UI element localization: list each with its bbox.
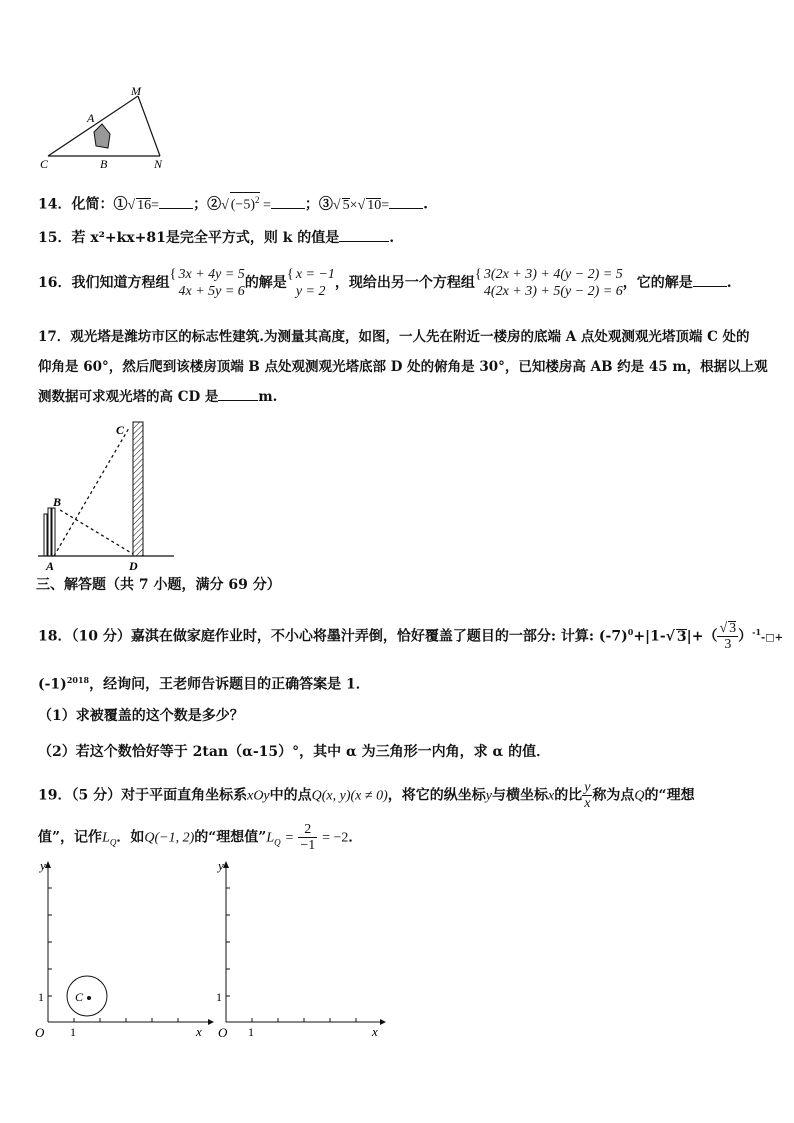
- q19-end: ．: [348, 829, 363, 846]
- q18-number: 18．: [38, 628, 72, 645]
- q19-score: （5 分）: [71, 787, 122, 804]
- y-axis-label: y: [218, 858, 224, 873]
- question-18-sub-1: （1）求被覆盖的这个数是多少？: [38, 708, 244, 724]
- q15-end: .: [389, 230, 395, 246]
- origin-label: O: [35, 1025, 45, 1040]
- sys2-eq-2: 4(2x + 3) + 5(y − 2) = 6: [483, 284, 623, 299]
- q16-text-2: 的解是: [244, 275, 287, 291]
- solution-system: [287, 266, 335, 300]
- section-title: 三、解答题（共 7 小题，满分 69 分）: [36, 577, 281, 593]
- q19-text-2: 中的点: [269, 787, 312, 804]
- q19-number: 19．: [38, 787, 72, 804]
- q19-ratio-den: x: [584, 796, 591, 811]
- q18-fraction: $\frac{√ 3}{3}$: [719, 621, 737, 653]
- label-c: C: [116, 423, 125, 437]
- q15-text: 若 x²+kx+81是完全平方式，则 k 的值是: [71, 230, 340, 246]
- q19-y: y: [485, 788, 492, 804]
- q14-eq-3: =: [381, 197, 390, 213]
- q14-text: 化简：: [71, 196, 114, 213]
- q18-line-2-text: ，经询问，王老师告诉题目的正确答案是 1．: [89, 676, 370, 693]
- coordinate-graph-1: [34, 856, 214, 1041]
- y-tick-1: 1: [216, 990, 222, 1004]
- question-16: [38, 262, 732, 304]
- sol-eq-2: y = 2: [295, 284, 326, 299]
- q19-point-q2: Q(−1, 2): [144, 830, 195, 846]
- label-b: B: [100, 157, 108, 171]
- q17-line-3: 测数据可求观光塔的高 CD 是: [38, 389, 219, 405]
- question-18-line-2: [38, 670, 370, 695]
- answer-blank-17[interactable]: [218, 386, 258, 401]
- q19-frac-den: −1: [300, 838, 316, 853]
- q19-text-6: 称为点: [592, 787, 635, 804]
- q14-eq-1: =: [151, 197, 160, 213]
- q18-exp-neg1: -1: [752, 627, 762, 637]
- q19-result: = −2: [322, 830, 349, 846]
- q18-line-1: 嘉淇在做家庭作业时，不小心将墨汁弄倒，恰好覆盖了题目的一部分: 计算: (-7): [130, 628, 628, 645]
- circled-2: ②: [207, 196, 222, 213]
- q18-close: ）: [738, 628, 753, 645]
- circle-label: C: [75, 990, 84, 1004]
- x-tick-1: 1: [248, 1025, 254, 1039]
- q19-text-1: 对于平面直角坐标系: [121, 787, 248, 804]
- q19-xoy: xOy: [247, 788, 270, 804]
- question-17: [38, 322, 768, 412]
- answer-blank-14-1[interactable]: [159, 194, 193, 209]
- y-tick-1: 1: [38, 990, 44, 1004]
- brace-icon: {: [474, 267, 482, 282]
- q16-end: .: [726, 275, 732, 291]
- sys2-eq-1: 3(2x + 3) + 4(y − 2) = 5: [483, 267, 623, 282]
- x-axis-label: x: [196, 1024, 202, 1039]
- circled-3: ③: [318, 196, 333, 213]
- q19-text-10: 的“理想值”: [194, 829, 267, 846]
- q17-line-1: 观光塔是潍坊市区的标志性建筑.为测量其高度，如图，一人先在附近一楼房的底端 A 点处观测观光塔顶端 C 处的: [70, 329, 750, 345]
- q19-text-7: 的“理想: [644, 787, 695, 804]
- q18-frac-num: 3: [729, 621, 737, 637]
- q17-unit: m.: [258, 389, 278, 405]
- q14-radicand-1: 16: [137, 197, 152, 213]
- y-axis-label: y: [40, 858, 46, 873]
- q14-radicand-2: (−5): [230, 197, 255, 213]
- q18-exp-0: 0: [627, 627, 634, 637]
- q19-l2-sub: Q: [274, 837, 281, 848]
- sol-eq-1: x = −1: [295, 267, 335, 282]
- question-15: [38, 227, 394, 248]
- q16-text-1: 我们知道方程组: [71, 275, 170, 291]
- question-14: 14．化简：①√ 16= ；②√ $(-5)^2$ = ；③√ 5×√ 10= .: [38, 192, 428, 216]
- ink-covered-box: -□+: [761, 632, 784, 644]
- times-sign: ×: [349, 197, 358, 213]
- q14-end: .: [423, 196, 428, 213]
- q19-text-5: 的比: [554, 787, 583, 804]
- q19-point-q: Q(x, y)(x ≠ 0): [311, 788, 388, 804]
- tower-figure: [36, 418, 181, 573]
- x-tick-1: 1: [70, 1025, 76, 1039]
- answer-blank-14-3[interactable]: [389, 194, 423, 209]
- answer-blank-15[interactable]: [339, 227, 389, 242]
- label-a: A: [87, 111, 95, 125]
- q17-line-2: 仰角是 60°，然后爬到该楼房顶端 B 点处观测观光塔底部 D 处的俯角是 30°，已知楼房高 AB 约是 45 m，根据以上观: [38, 359, 768, 375]
- q14-sep-1: ；: [193, 196, 208, 213]
- q19-l-sub: Q: [109, 837, 117, 848]
- label-n: N: [154, 157, 163, 171]
- q14-radicand-3b: 10: [367, 197, 382, 213]
- q18-frac-den: 3: [724, 637, 732, 653]
- equation-system-2: [475, 266, 623, 300]
- q18-score: （10 分）: [71, 628, 131, 645]
- q18-abs-part: +|1-: [633, 628, 666, 645]
- q19-q: Q: [634, 788, 645, 804]
- q16-number: 16．: [38, 275, 72, 291]
- label-a: A: [46, 559, 55, 573]
- question-19: [38, 780, 695, 812]
- x-axis-label: x: [372, 1024, 378, 1039]
- q16-text-4: ，它的解是: [622, 275, 693, 291]
- q14-radicand-3a: 5: [342, 197, 350, 213]
- q19-l: L: [102, 830, 110, 846]
- q19-l2: L: [266, 830, 275, 846]
- q18-neg1: (-1): [38, 676, 67, 693]
- sys1-eq-2: 4x + 5y = 6: [178, 284, 245, 299]
- q19-ratio-num: y: [584, 780, 591, 795]
- q14-number: 14．: [38, 196, 72, 213]
- label-m: M: [131, 84, 141, 98]
- q18-exp-2018: 2018: [66, 675, 90, 685]
- triangle-figure: [36, 84, 176, 174]
- q19-example-frac: [298, 822, 317, 853]
- label-c: C: [40, 157, 49, 171]
- q19-text-9: ．如: [116, 829, 145, 846]
- label-d: D: [129, 559, 138, 573]
- q14-power: 2: [255, 195, 260, 205]
- circled-1: ①: [113, 196, 128, 213]
- q19-text-4: 与横坐标: [491, 787, 548, 804]
- q14-eq-2: =: [263, 197, 271, 213]
- q14-sep-2: ；: [304, 196, 319, 213]
- question-19-line-2: [38, 822, 362, 857]
- equation-system-1: [169, 266, 244, 300]
- q19-x: x: [547, 788, 555, 804]
- sys1-eq-1: 3x + 4y = 5: [178, 267, 245, 282]
- q19-text-3: ，将它的纵坐标: [387, 787, 486, 804]
- question-18: 18．（10 分）嘉淇在做家庭作业时，不小心将墨汁弄倒，恰好覆盖了题目的一部分: 计算: $(-7)^0+|1-√$ 3|+（ $\frac{√ 3}{3}$ ）$^{-1}$-□+: [38, 621, 784, 653]
- brace-icon: {: [286, 267, 294, 282]
- q17-number: 17．: [38, 329, 71, 345]
- answer-blank-16[interactable]: [693, 272, 727, 287]
- question-18-sub-2: （2）若这个数恰好等于 2tan（α-15）°，其中 α 为三角形一内角，求 α 的值．: [38, 744, 551, 760]
- q18-abs-close: |+（: [686, 628, 718, 645]
- coordinate-graph-2: [212, 856, 392, 1041]
- q18-sqrt3: 3: [676, 628, 687, 645]
- q16-text-3: ，现给出另一个方程组: [334, 275, 475, 291]
- q19-ratio: [582, 780, 592, 811]
- label-b: B: [53, 495, 62, 509]
- q19-text-8: 值”，记作: [38, 829, 103, 846]
- brace-icon: {: [169, 267, 177, 282]
- answer-blank-14-2[interactable]: [271, 194, 305, 209]
- q15-number: 15．: [38, 230, 72, 246]
- origin-label: O: [218, 1025, 228, 1040]
- q19-frac-num: 2: [298, 822, 317, 838]
- q19-eq: =: [285, 830, 294, 846]
